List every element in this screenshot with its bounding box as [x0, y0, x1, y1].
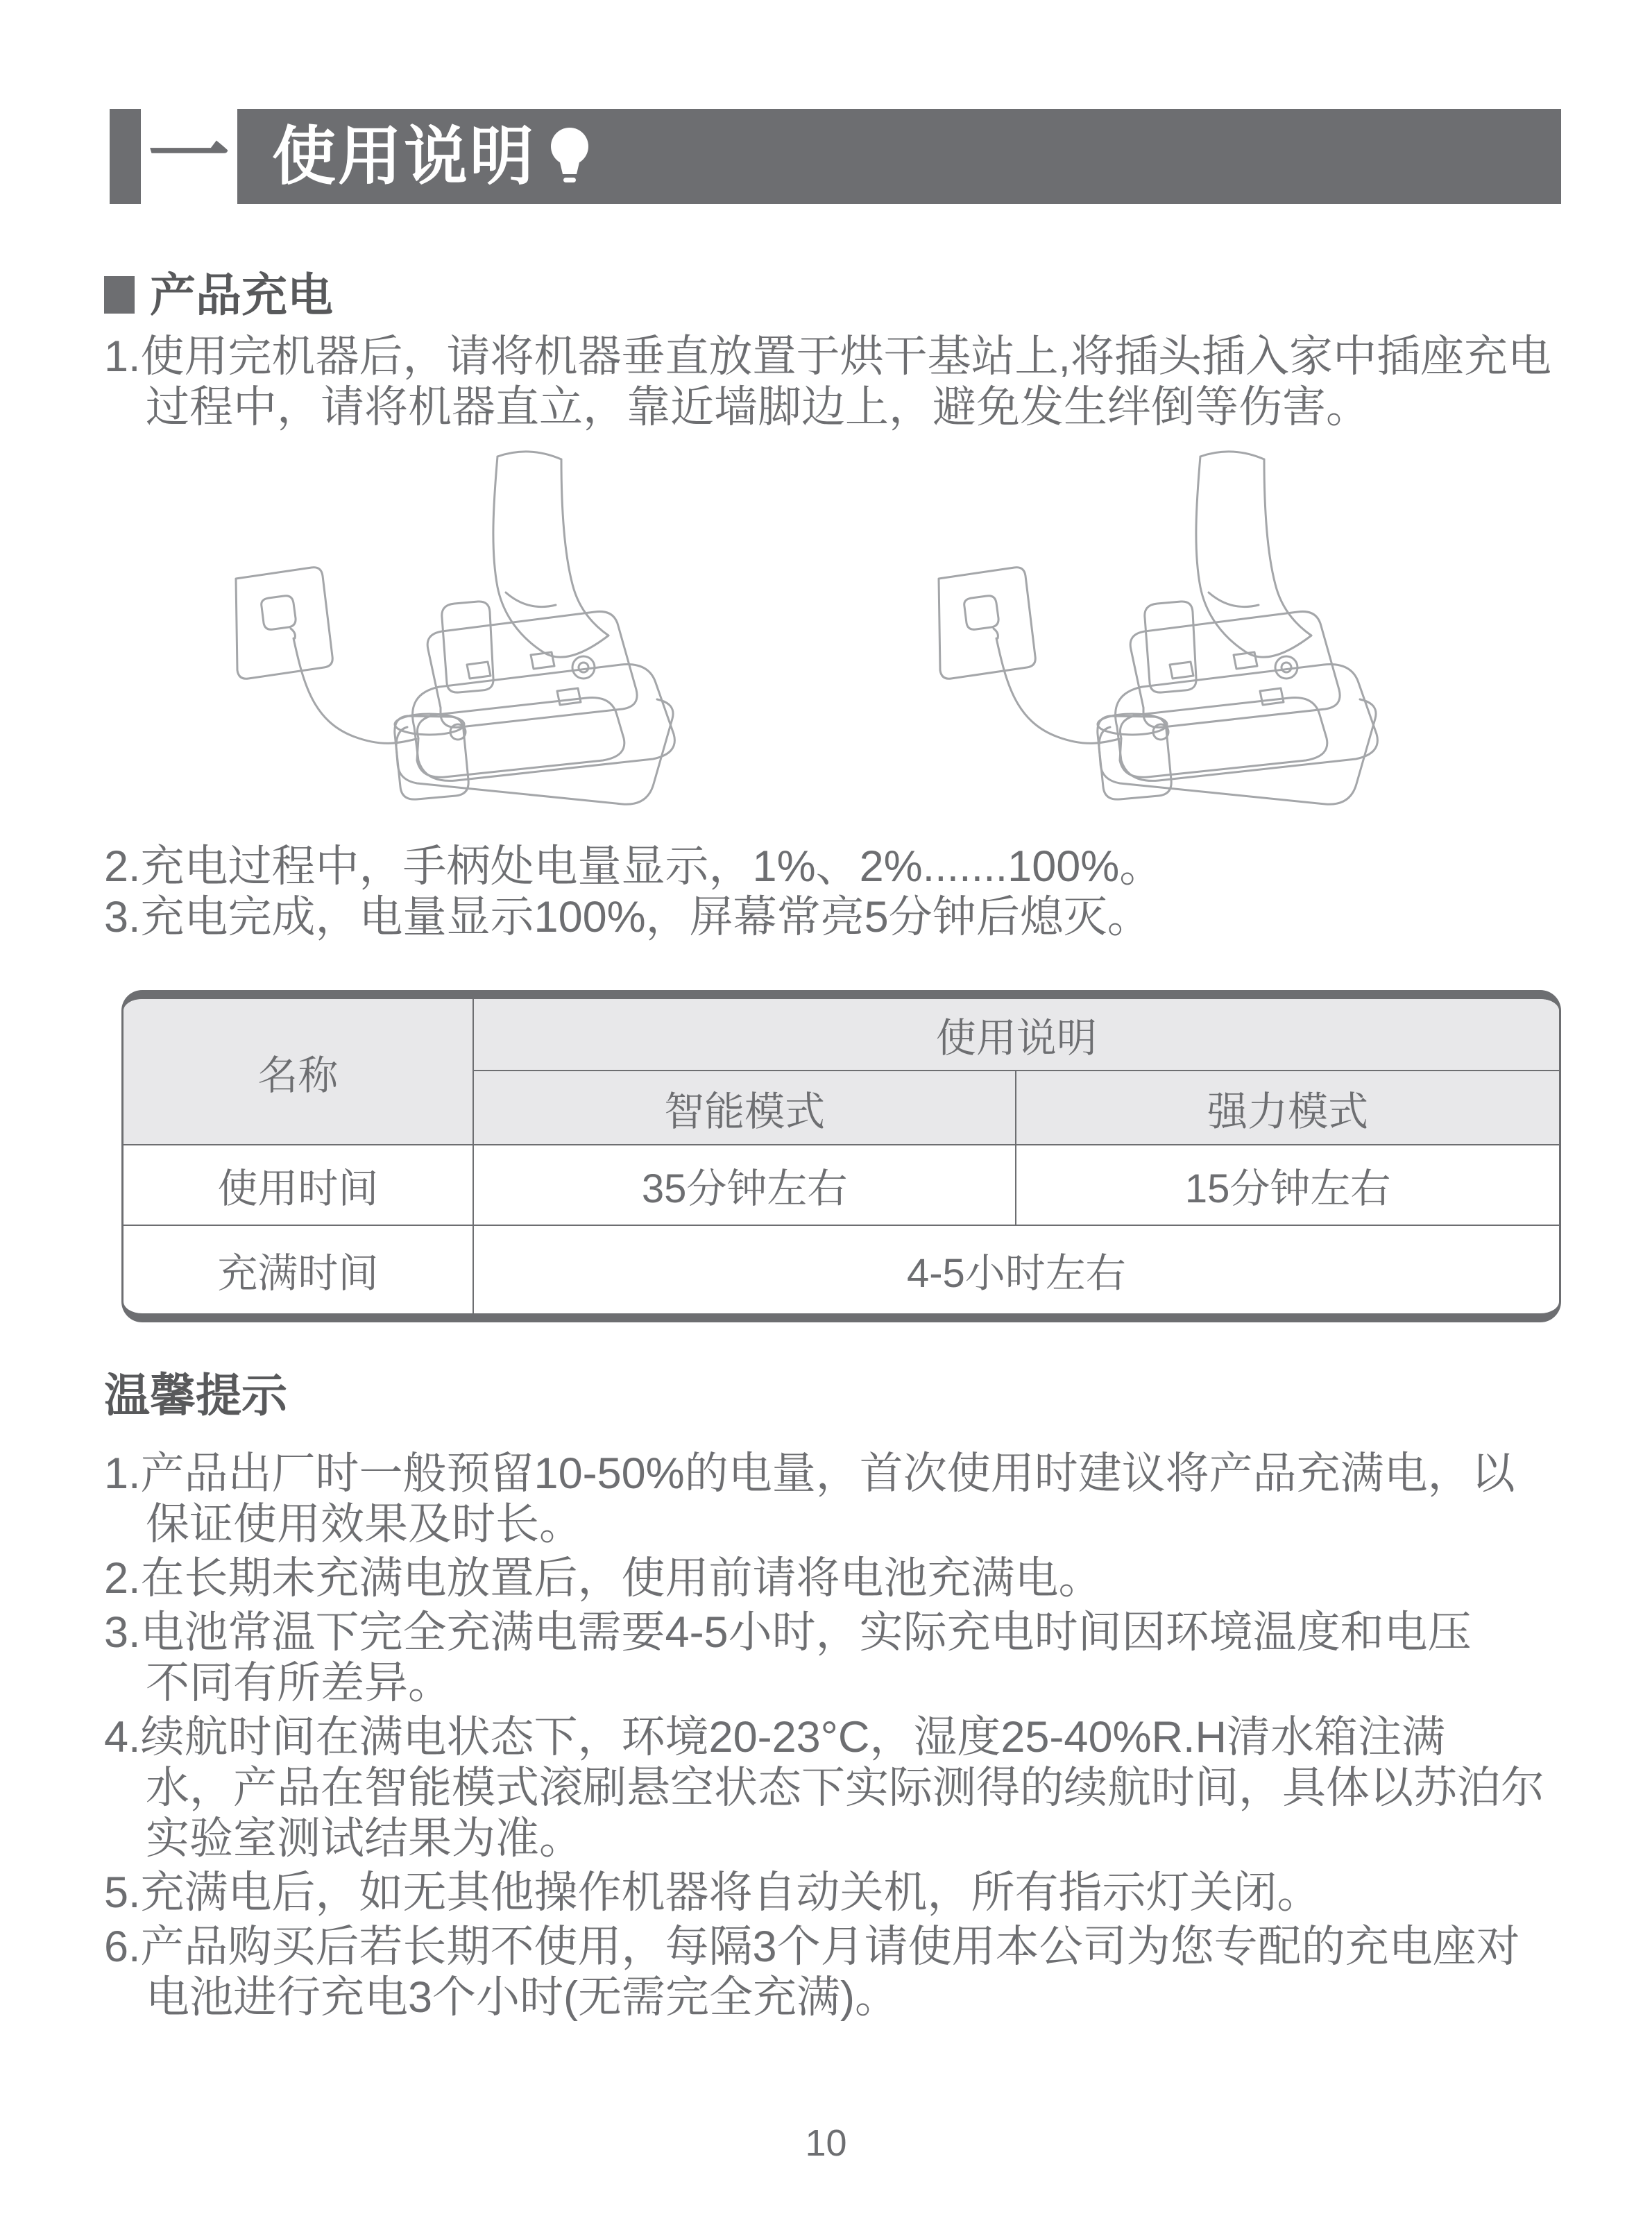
- tip-3-line-1: 3.电池常温下完全充满电需要4-5小时，实际充电时间因环境温度和电压: [104, 1608, 1472, 1657]
- lightbulb-icon: [548, 128, 591, 189]
- tips-list: [104, 1449, 1544, 2023]
- table-usage-time-strong-cell: 15分钟左右: [1016, 1145, 1559, 1225]
- section-banner: [237, 109, 1561, 204]
- charging-step-3: 3.充电完成，电量显示100%，屏幕常亮5分钟后熄灭。: [104, 893, 1151, 941]
- charging-section-heading: [104, 269, 333, 321]
- tip-4-line-3: 实验室测试结果为准。: [146, 1814, 583, 1863]
- table-full-charge-time-cell: 4-5小时左右: [473, 1225, 1559, 1313]
- header-accent-bar: [110, 109, 141, 204]
- tip-6-line-1: 6.产品购买后若长期不使用，每隔3个月请使用本公司为您专配的充电座对: [104, 1922, 1520, 1971]
- table-smart-mode-cell: 智能模式: [473, 1071, 1016, 1145]
- table-name-header-cell: 名称: [124, 999, 473, 1145]
- device-charging-illustration-right: [845, 436, 1504, 810]
- tip-1-line-1: 1.产品出厂时一般预留10-50%的电量，首次使用时建议将产品充满电，以: [104, 1449, 1515, 1498]
- tip-3-line-2: 不同有所差异。: [146, 1659, 452, 1707]
- charging-step-2: 2.充电过程中，手柄处电量显示，1%、2%.......100%。: [104, 842, 1164, 891]
- section-title: 使用说明: [272, 121, 536, 192]
- tips-heading: 温馨提示: [104, 1370, 287, 1421]
- table-usage-time-smart-cell: 35分钟左右: [473, 1145, 1016, 1225]
- tip-4-line-2: 水，产品在智能模式滚刷悬空状态下实际测得的续航时间，具体以苏泊尔: [146, 1764, 1544, 1812]
- charging-step-1-line-2: 过程中，请将机器直立，靠近墙脚边上，避免发生绊倒等伤害。: [146, 383, 1370, 432]
- table-usage-time-label-cell: 使用时间: [124, 1145, 473, 1225]
- charging-step-1-line-1: 1.使用完机器后，请将机器垂直放置于烘干基站上,将插头插入家中插座充电: [104, 332, 1552, 381]
- device-charging-illustration-left: [142, 436, 801, 810]
- table-strong-mode-cell: 强力模式: [1016, 1071, 1559, 1145]
- table-usage-header-cell: 使用说明: [473, 999, 1559, 1071]
- tip-2: 2.在长期未充满电放置后，使用前请将电池充满电。: [104, 1554, 1102, 1603]
- charging-steps-2-3: [104, 842, 1163, 943]
- charging-section-title: 产品充电: [150, 269, 333, 321]
- table-full-charge-label-cell: 充满时间: [124, 1225, 473, 1313]
- charging-step-1: [104, 332, 1551, 433]
- tip-1-line-2: 保证使用效果及时长。: [146, 1500, 583, 1549]
- tip-6-line-2: 电池进行充电3个小时(无需完全充满)。: [146, 1973, 899, 2022]
- square-bullet-icon: [104, 276, 135, 314]
- usage-spec-table: [121, 990, 1561, 1322]
- tip-4-line-1: 4.续航时间在满电状态下，环境20-23°C，湿度25-40%R.H清水箱注满: [104, 1713, 1446, 1762]
- page-number: 10: [805, 2122, 847, 2164]
- tip-5: 5.充满电后，如无其他操作机器将自动关机，所有指示灯关闭。: [104, 1868, 1321, 1917]
- section-number: 一: [147, 110, 230, 203]
